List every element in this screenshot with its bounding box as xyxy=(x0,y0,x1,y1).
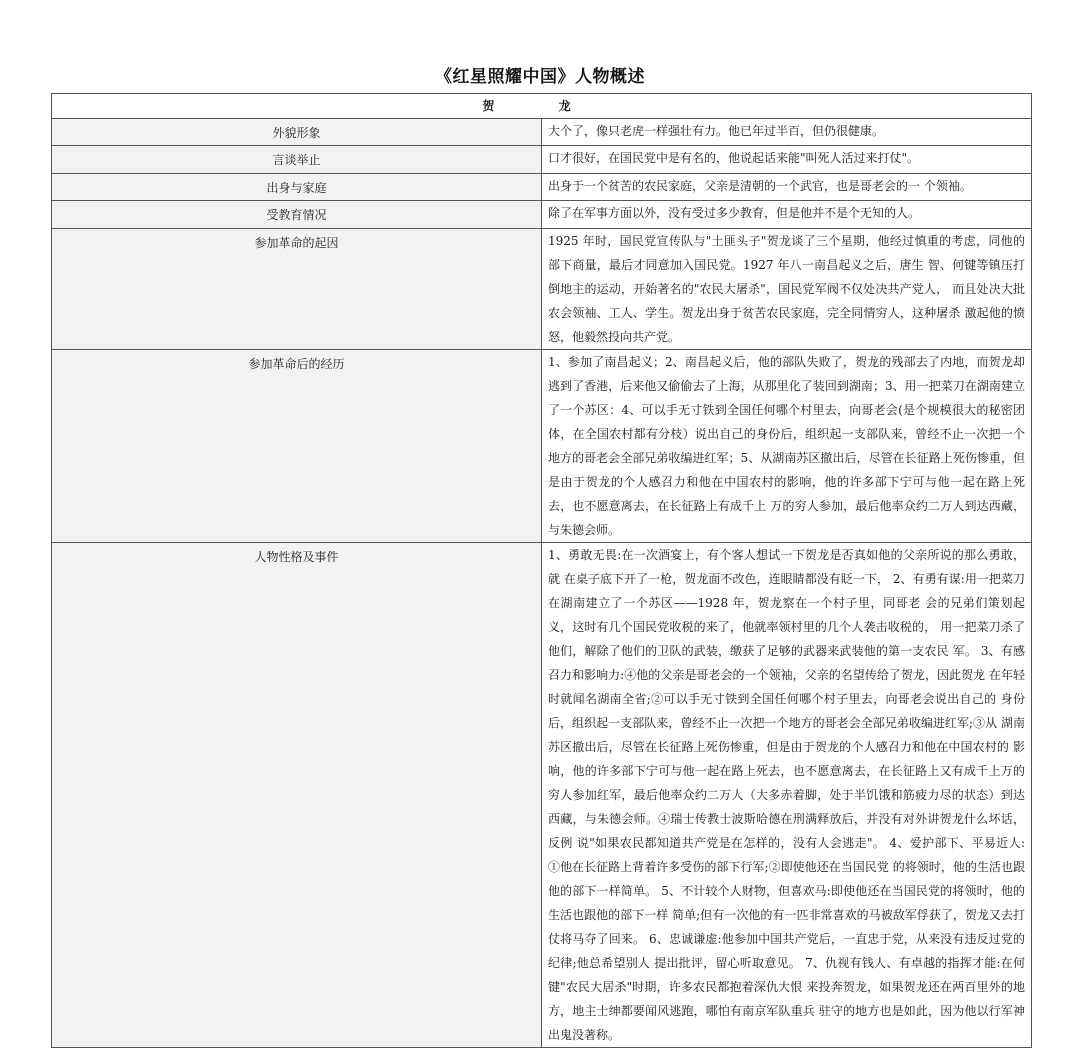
table-row xyxy=(52,146,1032,174)
row-label-text: 参加革命的起因 xyxy=(254,236,339,250)
row-label-text: 言谈举止 xyxy=(272,153,321,167)
profile-table xyxy=(51,93,1032,1048)
row-label-character-events xyxy=(52,543,542,1048)
row-content-revolution-cause: 1925 年时，国民党宣传队与"土匪头子"贺龙谈了三个星期，他经过慎重的考虑，同他的部下商量，最后才同意加入国民党。1927 年八一南昌起义之后，唐生 智、何键等镇压打倒地主的运动，开始著名的"农民大屠杀"，国民党军阀不仅处决共产党人， 而且处决大批农会领袖、工人、学生。贺龙出身于贫苦农民家庭，完全同情穷人，这种屠杀 激起他的愤怒，他毅然投向共产党。 xyxy=(542,229,1032,350)
table-row xyxy=(52,174,1032,201)
table-row xyxy=(52,119,1032,146)
row-label-text: 外貌形象 xyxy=(272,126,321,140)
row-content-appearance: 大个了，像只老虎一样强壮有力。他已年过半百，但仍很健康。 xyxy=(542,119,1032,146)
page-title: 《红星照耀中国》人物概述 xyxy=(435,67,645,87)
row-label-text: 参加革命后的经历 xyxy=(248,357,345,371)
row-label-text: 受教育情况 xyxy=(266,208,327,222)
row-content-family: 出身于一个贫苦的农民家庭，父亲是清朝的一个武官，也是哥老会的一 个领袖。 xyxy=(542,174,1032,201)
person-name: 贺 龙 xyxy=(52,94,1032,119)
row-label-speech xyxy=(52,146,542,174)
name-row xyxy=(52,94,1032,119)
table-row xyxy=(52,201,1032,229)
table-row xyxy=(52,543,1032,1048)
row-content-revolution-experience: 1、参加了南昌起义；2、南昌起义后，他的部队失败了，贺龙的残部去了内地，而贺龙却逃到了香港，后来他又偷偷去了上海，从那里化了装回到湖南；3、用一把菜刀在湖南建立了一个苏区：4、可以手无寸铁到全国任何哪个村里去，向哥老会(是个规模很大的秘密团体，在全国农村都有分枝）说出自己的身份后，组织起一支部队来，曾经不止一次把一个地方的哥老会全部兄弟收编进红军；5、从湖南苏区撤出后，尽管在长征路上死伤惨重，但是由于贺龙的个人感召力和他在中国农村的影响，他的许多部下宁可与他一起在路上死去，也不愿意离去，在长征路上有成千上 万的穷人参加，最后他率众约二万人到达西藏，与朱德会师。 xyxy=(542,350,1032,543)
row-label-family xyxy=(52,174,542,201)
table-row xyxy=(52,350,1032,543)
row-label-revolution-cause xyxy=(52,229,542,350)
row-label-education xyxy=(52,201,542,229)
row-label-revolution-experience xyxy=(52,350,542,543)
row-label-appearance xyxy=(52,119,542,146)
row-content-character-events: 1、勇敢无畏:在一次酒宴上，有个客人想试一下贺龙是否真如他的父亲所说的那么勇敢，就 在桌子底下开了一枪，贺龙面不改色，连眼睛都没有眨一下， 2、有勇有谋:用一把菜刀在湖南建立了一个苏区——1928 年，贺龙察在一个村子里，同哥老 会的兄弟们策划起义，这时有几个国民党收税的来了，他就率领村里的几个人袭击收税的， 用一把菜刀杀了他们，解除了他们的卫队的武装，缴获了足够的武器来武装他的第一支农民 军。 3、有感召力和影响力:④他的父亲是哥老会的一个领袖，父亲的名望传给了贺龙，因此贺龙 在年轻时就闻名湖南全省;②可以手无寸铁到全国任何哪个村子里去，向哥老会说出自己的 身份后，组织起一支部队来，曾经不止一次把一个地方的哥老会全部兄弟收编进红军;③从 湖南苏区撤出后，尽管在长征路上死伤惨重，但是由于贺龙的个人感召力和他在中国农村的 影响，他的许多部下宁可与他一起在路上死去，也不愿意离去，在长征路上又有成千上万的 穷人参加红军，最后他率众约二万人（大多赤着脚，处于半饥饿和筋疲力尽的状态）到达西藏，与朱德会师。④瑞士传教士波斯哈德在刑满释放后，并没有对外讲贺龙什么坏话，反例 说"如果农民都知道共产党是在怎样的，没有人会逃走"。 4、爱护部下、平易近人: ①他在长征路上背着许多受伤的部下行军;②即使他还在当国民党 的将领时，他的生活也跟他的部下一样简单。 5、不计较个人财物，但喜欢马:即使他还在当国民党的将领时，他的生活也跟他的部下一样 简单;但有一次他的有一匹非常喜欢的马被敌军俘获了，贺龙又去打仗将马夺了回来。 6、忠诚谦虚:他参加中国共产党后，一直忠于党，从来没有违反过党的纪律;他总希望别人 提出批评，留心听取意见。 7、仇视有钱人、有卓越的指挥才能:在何键"农民大居杀"时期，许多农民都抱着深仇大恨 来投奔贺龙，如果贺龙还在两百里外的地方，地主士绅都要闻风逃跑，哪怕有南京军队重兵 驻守的地方也是如此，因为他以行军神出鬼没著称。 xyxy=(542,543,1032,1048)
row-label-text: 人物性格及事件 xyxy=(254,550,339,564)
row-content-education: 除了在军事方面以外，没有受过多少教育，但是他并不是个无知的人。 xyxy=(542,201,1032,229)
row-label-text: 出身与家庭 xyxy=(266,181,327,195)
table-row xyxy=(52,229,1032,350)
row-content-speech: 口才很好，在国民党中是有名的，他说起话来能"叫死人活过来打仗"。 xyxy=(542,146,1032,174)
